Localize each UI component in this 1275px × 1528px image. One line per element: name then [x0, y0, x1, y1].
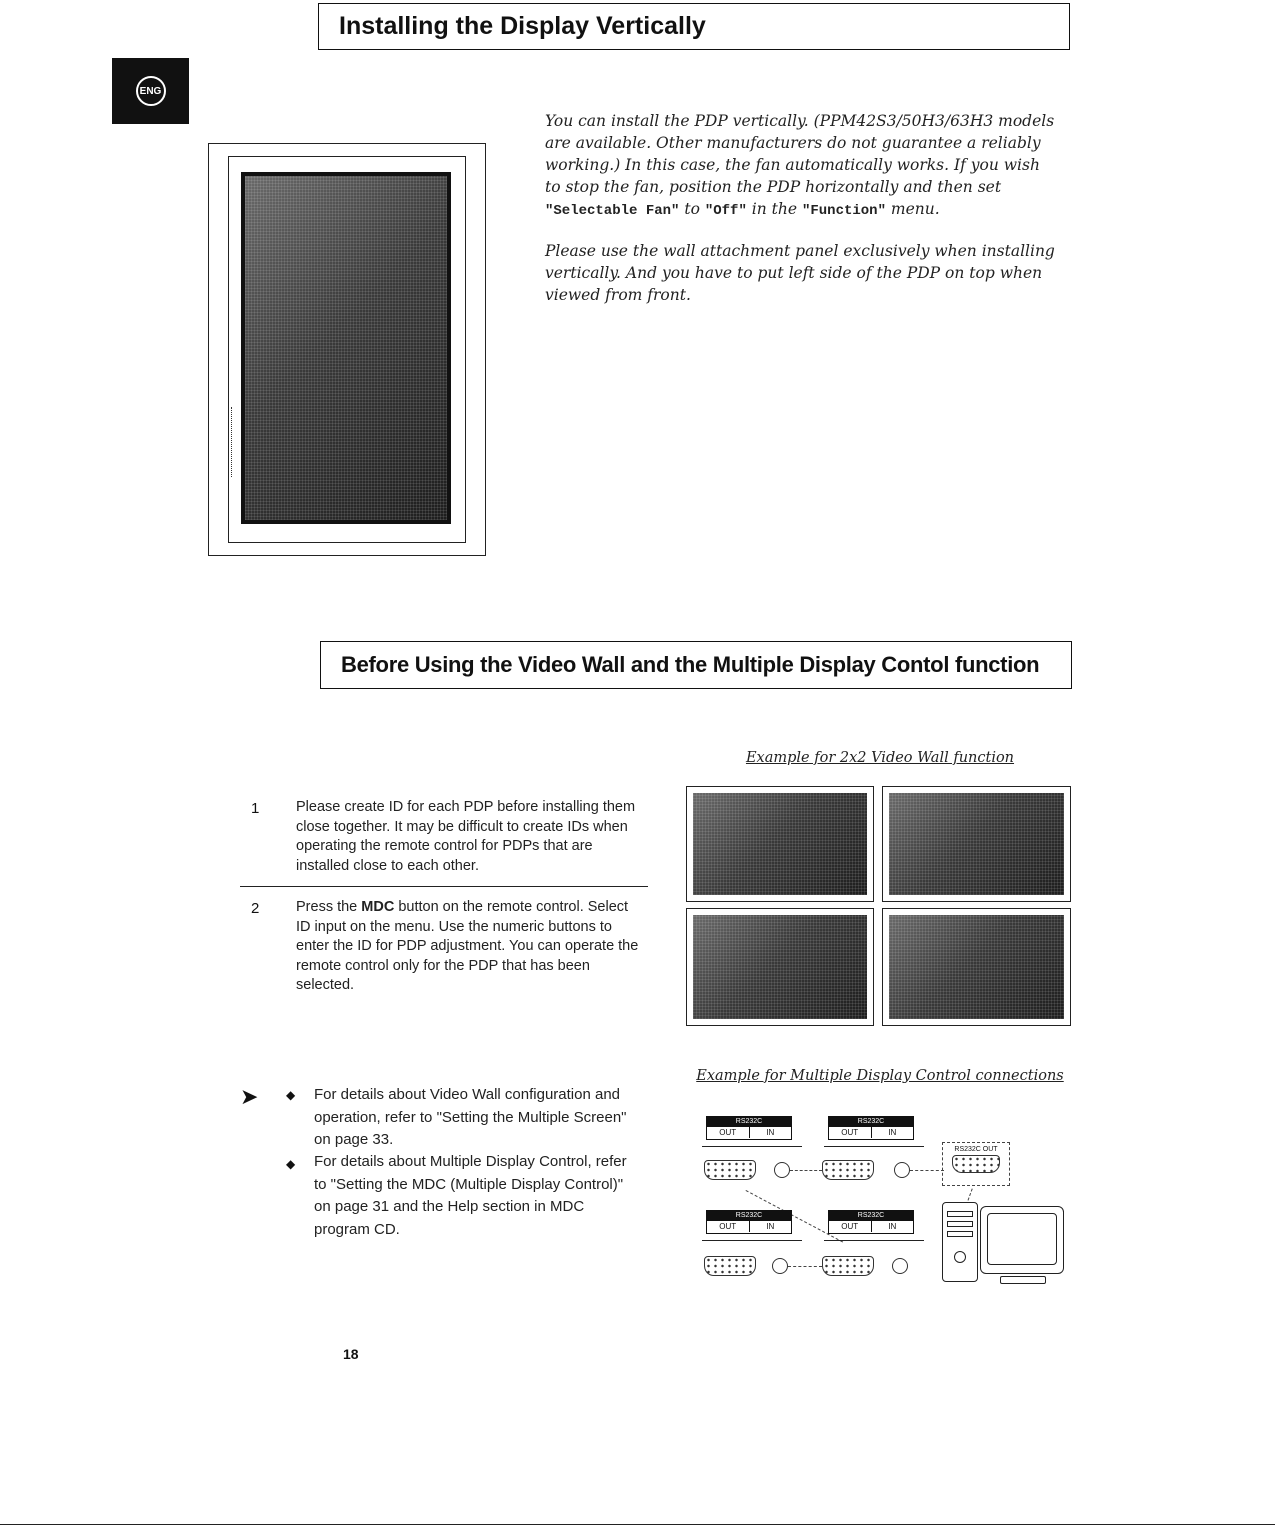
section-title-text: Installing the Display Vertically — [339, 12, 706, 40]
note-item: For details about Multiple Display Control, refer to "Setting the MDC (Multiple Display Control)" on page 31 and the Help section in MDC program CD. — [314, 1153, 627, 1238]
rs232c-label: RS232C OUT IN — [828, 1116, 914, 1140]
wall-screen — [889, 793, 1064, 895]
cable-connector-icon — [774, 1162, 790, 1178]
rs232c-label: RS232C OUT IN — [706, 1116, 792, 1140]
pc-port-box: RS232C OUT — [942, 1142, 1010, 1186]
eng-icon: ENG — [136, 76, 166, 106]
page-number: 18 — [343, 1346, 359, 1362]
cable-line — [790, 1170, 822, 1171]
cable-connector-icon — [892, 1258, 908, 1274]
panel-baseline — [824, 1240, 924, 1241]
panel-baseline — [702, 1240, 802, 1241]
diamond-bullet-icon: ◆ — [286, 1157, 296, 1171]
serial-port-icon — [822, 1160, 874, 1180]
serial-port-icon — [822, 1256, 874, 1276]
cable-line — [788, 1266, 822, 1267]
mdc-connection-diagram — [688, 1110, 1078, 1290]
section-title-installing — [318, 3, 1070, 50]
cable-connector-icon — [772, 1258, 788, 1274]
wall-screen — [693, 915, 867, 1019]
language-badge — [112, 58, 189, 124]
video-wall-caption: Example for 2x2 Video Wall function — [745, 750, 1015, 766]
vertical-install-paragraph-2: Please use the wall attachment panel exclusively when installing vertically. And you have to put left side of the PDP on top when viewed from front. — [545, 242, 1055, 304]
vertical-install-text — [545, 110, 1060, 324]
vertical-display-illustration — [208, 143, 486, 556]
side-buttons — [231, 407, 235, 477]
display-bezel — [228, 156, 466, 543]
step-divider — [240, 886, 648, 887]
wall-panel — [686, 908, 874, 1026]
arrow-note-icon: ➤ — [240, 1084, 259, 1109]
note-item: For details about Video Wall configuration and operation, refer to "Setting the Multiple Screen" on page 33. — [314, 1086, 627, 1148]
serial-port-icon — [952, 1155, 1000, 1173]
wall-screen — [693, 793, 867, 895]
step-text: Press the MDC button on the remote control. Select ID input on the menu. Use the numeric buttons to enter the ID for PDP adjustment. You can operate the remote control only for the PDP that has been selected. — [296, 899, 639, 993]
step-number: 2 — [251, 900, 260, 917]
serial-port-icon — [704, 1160, 756, 1180]
section-title-video-wall — [320, 641, 1072, 689]
rs232c-label: RS232C OUT IN — [706, 1210, 792, 1234]
serial-port-icon — [704, 1256, 756, 1276]
wall-panel — [686, 786, 874, 902]
panel-baseline — [824, 1146, 924, 1147]
wall-screen — [889, 915, 1064, 1019]
rs232c-label: RS232C OUT IN — [828, 1210, 914, 1234]
cable-line — [910, 1170, 944, 1171]
step-text: Please create ID for each PDP before installing them close together. It may be difficult to create IDs when operating the remote control for PDPs that are installed close to each other. — [296, 799, 636, 874]
cable-connector-icon — [894, 1162, 910, 1178]
pc-monitor-stand — [1000, 1276, 1046, 1284]
bottom-rule — [0, 1524, 1275, 1525]
step-number: 1 — [251, 800, 260, 817]
section-title-text: Before Using the Video Wall and the Multiple Display Contol function — [341, 652, 1040, 677]
wall-panel — [882, 908, 1071, 1026]
mdc-caption: Example for Multiple Display Control connections — [696, 1068, 1064, 1084]
pc-monitor-icon — [980, 1206, 1064, 1274]
video-wall-2x2 — [686, 786, 1071, 1026]
pc-tower-icon — [942, 1202, 978, 1282]
panel-baseline — [702, 1146, 802, 1147]
vertical-install-paragraph-1: You can install the PDP vertically. (PPM42S3/50H3/63H3 models are available. Other manufacturers do not guarantee a reliably working.) In this case, the fan automatically works. If you wish to stop the fan, position the PDP horizontally and then set "Selectable Fan" to "Off" in the "Function" menu. — [545, 112, 1055, 219]
diamond-bullet-icon: ◆ — [286, 1088, 296, 1102]
wall-panel — [882, 786, 1071, 902]
display-screen — [241, 172, 451, 524]
